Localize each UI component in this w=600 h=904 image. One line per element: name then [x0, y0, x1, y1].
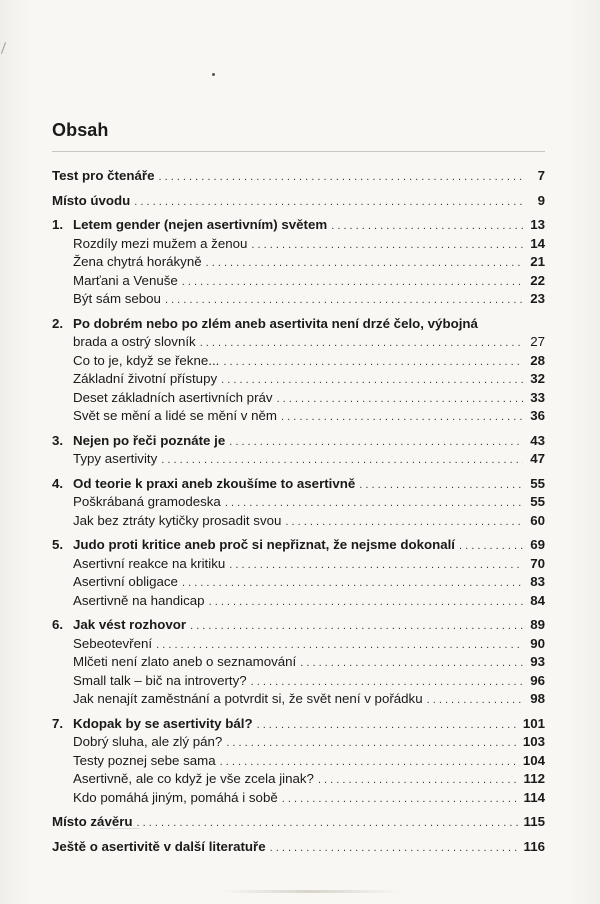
toc-chapter-row [52, 813, 545, 832]
page-number: 104 [522, 752, 545, 768]
chapter-number: 6. [52, 617, 64, 632]
toc-entry-label: Základní životní přístupy [73, 371, 218, 386]
toc-entry-label: Jak nenajít zaměstnání a potvrdit si, že svět není v pořádku [73, 691, 423, 706]
page-number: 7 [537, 168, 545, 183]
dot-leader [165, 291, 523, 310]
toc-entry-label: Asertivně, ale co když je vše zcela jinak? [73, 771, 314, 786]
page-number: 36 [530, 408, 545, 423]
toc-entry-label: Deset základních asertivních práv [73, 389, 273, 405]
title-divider [52, 151, 545, 152]
dot-leader [220, 753, 519, 772]
toc-subsection-row [52, 592, 545, 611]
page-number: 21 [530, 254, 545, 269]
dot-leader [223, 353, 523, 372]
page-number: 23 [530, 291, 545, 306]
dot-leader [137, 814, 520, 833]
dot-leader [277, 390, 523, 409]
toc-entry-label: Letem gender (nejen asertivním) světem [73, 217, 328, 232]
page-number: 32 [530, 371, 545, 386]
toc-entry-label: Sebeotevření [73, 635, 153, 651]
toc-entry-label: Žena chytrá horákyně [73, 254, 202, 269]
toc-entry-label: Asertivně na handicap [73, 592, 205, 608]
page-number: 60 [530, 512, 545, 528]
page-number: 90 [530, 635, 545, 651]
page-number: 93 [530, 654, 545, 669]
paper-speck [212, 73, 215, 76]
dot-leader [158, 168, 523, 187]
toc-subsection-row [52, 450, 545, 469]
toc-entry-label: Asertivní reakce na kritiku [73, 555, 226, 571]
toc-entry-label: Místo úvodu [52, 192, 131, 208]
page-number: 116 [523, 838, 545, 854]
toc-chapter-row [52, 216, 545, 235]
dot-leader [459, 537, 523, 556]
dot-leader [427, 691, 523, 710]
toc-subsection-row [52, 690, 545, 709]
dot-leader [229, 556, 523, 575]
dot-leader [200, 334, 523, 353]
page-number: 89 [530, 617, 545, 632]
toc-subsection-row [52, 555, 545, 574]
toc-chapter-row [52, 475, 545, 494]
dot-leader [359, 476, 523, 495]
page-number: 114 [523, 789, 545, 805]
dot-leader [206, 254, 523, 273]
chapter-number: 7. [52, 715, 64, 731]
page-number: 22 [530, 272, 545, 288]
toc-subsection-row [52, 733, 545, 752]
toc-chapter-row [52, 432, 545, 451]
page-number: 14 [530, 235, 545, 251]
toc-subsection-row [52, 573, 545, 592]
toc-entry-label: Test pro čtenáře [52, 168, 155, 183]
toc-entry-label: Svět se mění a lidé se mění v něm [73, 408, 277, 423]
toc-subsection-row [52, 653, 545, 672]
dot-leader [318, 771, 520, 790]
chapter-number: 1. [52, 217, 64, 232]
toc-entry-label: Small talk – bič na introverty? [73, 672, 247, 688]
toc-chapter-row [52, 616, 545, 635]
toc-entry-label: Co to je, když se řekne... [73, 352, 220, 368]
dot-leader [225, 494, 523, 513]
toc-entry-label: Rozdíly mezi mužem a ženou [73, 235, 248, 251]
dot-leader [270, 839, 520, 858]
toc-chapter-row [52, 715, 545, 734]
dot-leader [226, 734, 519, 753]
toc-entry-label: Testy poznej sebe sama [73, 752, 216, 768]
page-number: 101 [522, 715, 545, 731]
page-number: 70 [530, 555, 545, 571]
dot-leader [251, 236, 523, 255]
chapter-number: 3. [52, 432, 64, 448]
toc-entry-label: Být sám sebou [73, 291, 161, 306]
dot-leader [331, 217, 523, 236]
page-number: 103 [522, 734, 545, 749]
toc-entry-label: Místo závěru [52, 814, 133, 829]
toc-subsection-row [52, 770, 545, 789]
toc-entry-label: Dobrý sluha, ale zlý pán? [73, 734, 223, 749]
toc-entry-label: Kdopak by se asertivity bál? [73, 715, 253, 731]
toc-subsection-row [52, 333, 545, 352]
toc-subsection-row [52, 290, 545, 309]
dot-leader [182, 273, 523, 292]
toc-subsection-row [52, 370, 545, 389]
toc-subsection-row [52, 389, 545, 408]
chapter-number: 4. [52, 475, 64, 491]
chapter-number: 2. [52, 315, 64, 331]
toc-subsection-row [52, 672, 545, 691]
toc-subsection-row [52, 789, 545, 808]
page-title: Obsah [52, 120, 109, 140]
dot-leader [229, 433, 523, 452]
dot-leader [300, 654, 523, 673]
toc-entry-label: Marťani a Venuše [73, 272, 178, 288]
toc-chapter-row [52, 536, 545, 555]
dot-leader [161, 451, 523, 470]
toc-entry-label: Jak bez ztráty kytičky prosadit svou [73, 512, 282, 528]
toc-entry-label: Asertivní obligace [73, 574, 178, 589]
dot-leader [282, 790, 520, 809]
dot-leader [257, 716, 519, 735]
toc-entry-label: Po dobrém nebo po zlém aneb asertivita není drzé čelo, výbojná [73, 315, 478, 331]
page-number: 9 [537, 192, 545, 208]
dot-leader [285, 513, 523, 532]
toc-entry-label: Nejen po řeči poznáte je [73, 432, 226, 448]
toc-entry-label: brada a ostrý slovník [73, 334, 196, 349]
toc-chapter-row [52, 167, 545, 186]
toc-entry-label: Kdo pomáhá jiným, pomáhá i sobě [73, 789, 278, 805]
page-number: 112 [523, 771, 545, 786]
page-number: 43 [530, 432, 545, 448]
page-number: 47 [530, 451, 545, 466]
page-number: 13 [530, 217, 545, 232]
paper-smudge [220, 890, 400, 893]
page-number: 115 [523, 814, 545, 829]
toc-entry-label: Jak vést rozhovor [73, 617, 187, 632]
page-number: 84 [530, 592, 545, 608]
page-number: 28 [530, 352, 545, 368]
toc-subsection-row [52, 352, 545, 371]
table-of-contents [52, 167, 545, 856]
toc-entry-label: Ještě o asertivitě v další literatuře [52, 838, 266, 854]
toc-subsection-row [52, 235, 545, 254]
dot-leader [134, 193, 523, 212]
toc-subsection-row [52, 635, 545, 654]
page-number: 83 [530, 574, 545, 589]
page-number: 96 [530, 672, 545, 688]
toc-entry-label: Poškrábaná gramodeska [73, 494, 221, 509]
toc-entry-label: Mlčeti není zlato aneb o seznamování [73, 654, 297, 669]
toc-entry-label: Typy asertivity [73, 451, 158, 466]
toc-chapter-row [52, 192, 545, 211]
page-number: 33 [530, 389, 545, 405]
chapter-number: 5. [52, 537, 64, 552]
toc-subsection-row [52, 272, 545, 291]
page-number: 55 [530, 475, 545, 491]
toc-subsection-row [52, 407, 545, 426]
dot-leader [209, 593, 523, 612]
toc-subsection-row [52, 752, 545, 771]
dot-leader [251, 673, 523, 692]
dot-leader [156, 636, 523, 655]
dot-leader [221, 371, 523, 390]
toc-entry-label: Od teorie k praxi aneb zkoušíme to asertivně [73, 475, 356, 491]
toc-subsection-row [52, 493, 545, 512]
page-number: 69 [530, 537, 545, 552]
page-number: 27 [530, 334, 545, 349]
page-number: 98 [530, 691, 545, 706]
dot-leader [182, 574, 523, 593]
toc-chapter-row [52, 315, 545, 334]
toc-subsection-row [52, 512, 545, 531]
dot-leader [281, 408, 523, 427]
toc-entry-label: Judo proti kritice aneb proč si nepřiznat, že nejsme dokonalí [73, 537, 455, 552]
toc-chapter-row [52, 838, 545, 857]
page-number: 55 [530, 494, 545, 509]
dot-leader [190, 617, 523, 636]
toc-subsection-row [52, 253, 545, 272]
